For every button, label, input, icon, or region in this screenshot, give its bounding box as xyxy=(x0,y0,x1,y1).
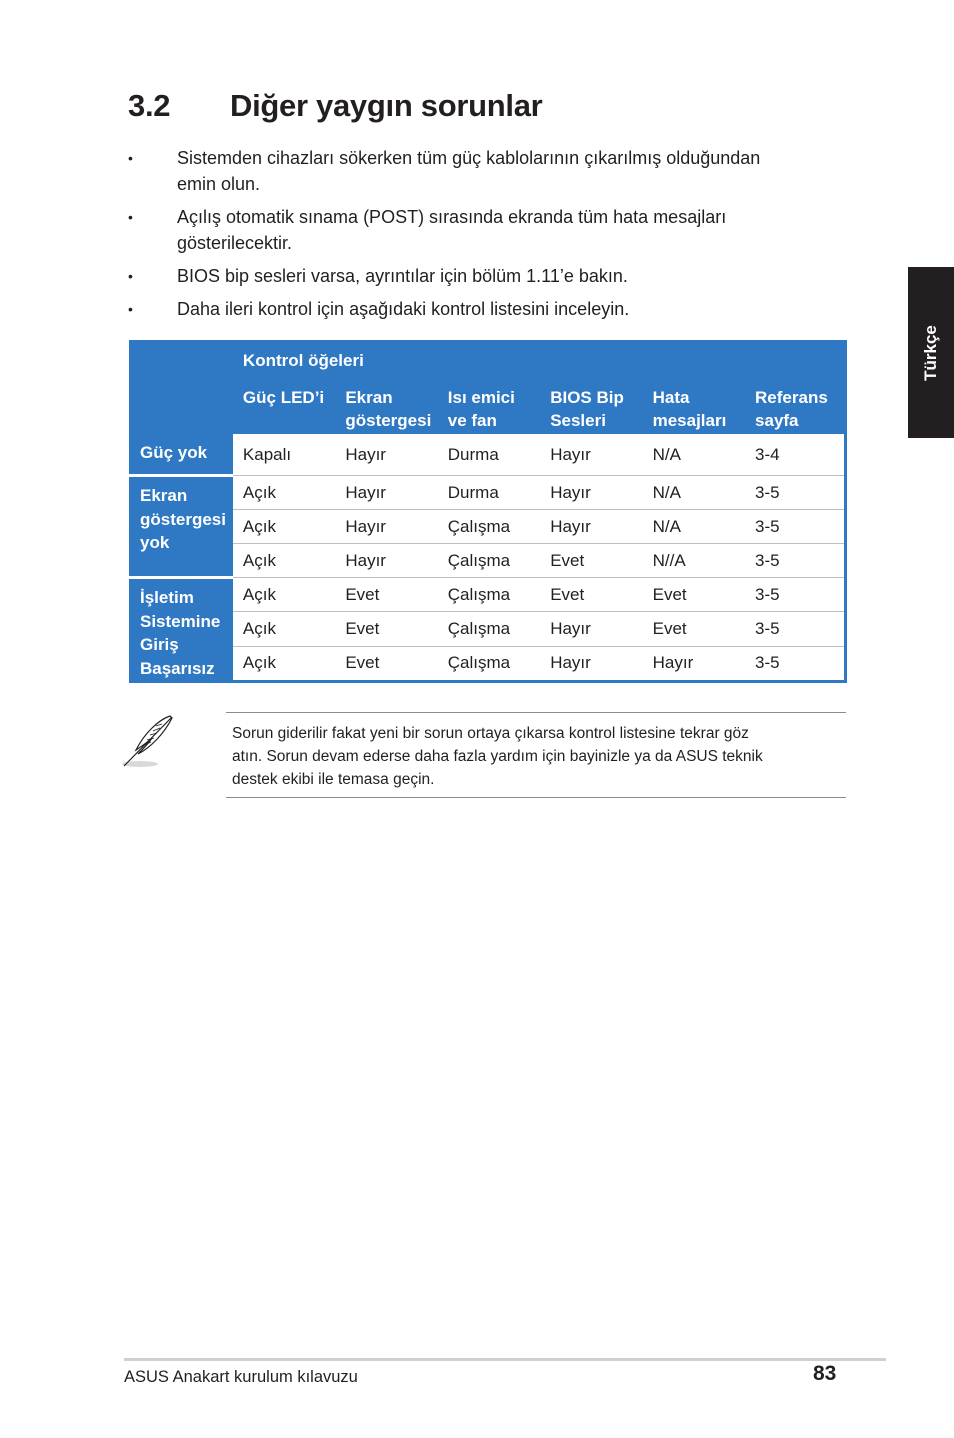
column-header-line: göstergesi xyxy=(345,411,432,430)
section-title xyxy=(128,88,542,124)
bullet-text-line: Açılış otomatik sınama (POST) sırasında ekranda tüm hata mesajları xyxy=(177,207,727,227)
column-header xyxy=(540,383,642,434)
table-row xyxy=(131,434,846,476)
column-header-line: Ekran xyxy=(345,388,393,407)
table-cell: Hayır xyxy=(335,476,437,510)
table-cell: N/A xyxy=(643,476,745,510)
column-header-line: Hata xyxy=(652,388,690,407)
table-cell: 3-5 xyxy=(745,646,845,681)
row-group-label-line: Başarısız xyxy=(140,658,215,678)
column-header xyxy=(643,383,745,434)
table-cell: Açık xyxy=(233,612,335,646)
table-cell: Hayır xyxy=(540,646,642,681)
checklist-table xyxy=(129,340,847,683)
table-cell: Evet xyxy=(540,544,642,578)
table-cell: Çalışma xyxy=(438,544,540,578)
feather-quill-icon xyxy=(118,712,180,770)
table-cell: Açık xyxy=(233,476,335,510)
table-cell: Çalışma xyxy=(438,612,540,646)
column-header xyxy=(438,383,540,434)
table-cell: Evet xyxy=(643,578,745,612)
bullet-list xyxy=(128,145,828,329)
bullet-marker: • xyxy=(128,150,133,166)
footer-divider xyxy=(124,1358,886,1361)
table-cell: Evet xyxy=(335,612,437,646)
bullet-item xyxy=(128,145,828,197)
table-row xyxy=(131,646,846,681)
table-cell: 3-5 xyxy=(745,476,845,510)
table-cell: Hayır xyxy=(540,612,642,646)
bullet-marker: • xyxy=(128,301,133,317)
language-side-tab xyxy=(908,267,954,438)
row-group-label-line: Sistemine xyxy=(140,611,221,631)
column-header-line: sayfa xyxy=(755,411,799,430)
row-group-label-line: Ekran xyxy=(140,486,188,505)
table-cell: N/A xyxy=(643,510,745,544)
row-group-label-line: Giriş xyxy=(140,635,179,654)
table-cell: Hayır xyxy=(540,476,642,510)
column-header-line: ve fan xyxy=(447,411,497,430)
row-group-label-line: göstergesi xyxy=(140,509,226,529)
bullet-item xyxy=(128,296,828,322)
table-cell: 3-5 xyxy=(745,510,845,544)
column-header-line: BIOS Bip xyxy=(550,388,624,407)
corner-cell xyxy=(131,383,233,434)
table-cell: 3-5 xyxy=(745,578,845,612)
table-cell: Açık xyxy=(233,510,335,544)
table-cell: Evet xyxy=(335,578,437,612)
column-header xyxy=(745,383,845,434)
bullet-marker: • xyxy=(128,268,133,284)
table-cell: Durma xyxy=(438,434,540,476)
table-cell: Kapalı xyxy=(233,434,335,476)
row-group-label-line: İşletim xyxy=(140,588,194,607)
group-header: Kontrol öğeleri xyxy=(233,342,846,384)
bullet-text-line: gösterilecektir. xyxy=(177,233,293,253)
column-header xyxy=(233,383,335,434)
section-number: 3.2 xyxy=(128,88,171,123)
row-group-label xyxy=(131,434,233,476)
table-cell: Hayır xyxy=(335,510,437,544)
table-row xyxy=(131,612,846,646)
table-cell: 3-5 xyxy=(745,544,845,578)
table-cell: Çalışma xyxy=(438,646,540,681)
note-text xyxy=(232,722,832,791)
bullet-text-line: BIOS bip sesleri varsa, ayrıntılar için bölüm 1.11’e bakın. xyxy=(177,266,628,286)
column-header-line: Sesleri xyxy=(550,411,606,430)
table-cell: Hayır xyxy=(335,544,437,578)
table-cell: N//A xyxy=(643,544,745,578)
language-tab-label: Türkçe xyxy=(921,324,940,381)
table-cell: 3-5 xyxy=(745,612,845,646)
table-cell: Hayır xyxy=(643,646,745,681)
corner-cell xyxy=(131,342,233,384)
section-heading: Diğer yaygın sorunlar xyxy=(230,88,543,123)
bullet-text-line: Daha ileri kontrol için aşağıdaki kontrol listesini inceleyin. xyxy=(177,299,630,319)
table-cell: Açık xyxy=(233,646,335,681)
bullet-text-line: Sistemden cihazları sökerken tüm güç kablolarının çıkarılmış olduğundan xyxy=(177,148,761,168)
row-group-label-line: yok xyxy=(140,533,170,552)
bullet-item xyxy=(128,263,828,289)
bullet-item xyxy=(128,204,828,256)
column-header xyxy=(335,383,437,434)
note-line: destek ekibi ile temasa geçin. xyxy=(232,771,435,788)
footer-manual-title: ASUS Anakart kurulum kılavuzu xyxy=(124,1368,358,1386)
note-box xyxy=(226,712,846,798)
table-cell: Hayır xyxy=(540,434,642,476)
row-group-label-line: Güç yok xyxy=(140,443,208,462)
table-cell: Hayır xyxy=(335,434,437,476)
table-cell: Açık xyxy=(233,544,335,578)
table-cell: Çalışma xyxy=(438,510,540,544)
row-group-label xyxy=(131,476,233,578)
table-cell: 3-4 xyxy=(745,434,845,476)
table-row xyxy=(131,510,846,544)
column-header-line: Güç LED’i xyxy=(242,388,325,407)
bullet-marker: • xyxy=(128,209,133,225)
table-cell: Çalışma xyxy=(438,578,540,612)
column-header-line: Referans xyxy=(755,388,828,407)
table-cell: N/A xyxy=(643,434,745,476)
table-cell: Evet xyxy=(540,578,642,612)
page-number: 83 xyxy=(813,1362,837,1385)
table-row xyxy=(131,578,846,612)
bullet-text-line: emin olun. xyxy=(177,174,261,194)
table-row xyxy=(131,544,846,578)
row-group-label xyxy=(131,578,233,682)
table-row xyxy=(131,476,846,510)
note-line: Sorun giderilir fakat yeni bir sorun ortaya çıkarsa kontrol listesine tekrar göz xyxy=(232,725,749,742)
column-header-line: mesajları xyxy=(652,411,727,430)
table-cell: Açık xyxy=(233,578,335,612)
note-line: atın. Sorun devam ederse daha fazla yardım için bayinizle ya da ASUS teknik xyxy=(232,748,763,765)
table-cell: Hayır xyxy=(540,510,642,544)
column-header-line: Isı emici xyxy=(447,388,515,407)
table-cell: Evet xyxy=(643,612,745,646)
table-cell: Evet xyxy=(335,646,437,681)
table-cell: Durma xyxy=(438,476,540,510)
